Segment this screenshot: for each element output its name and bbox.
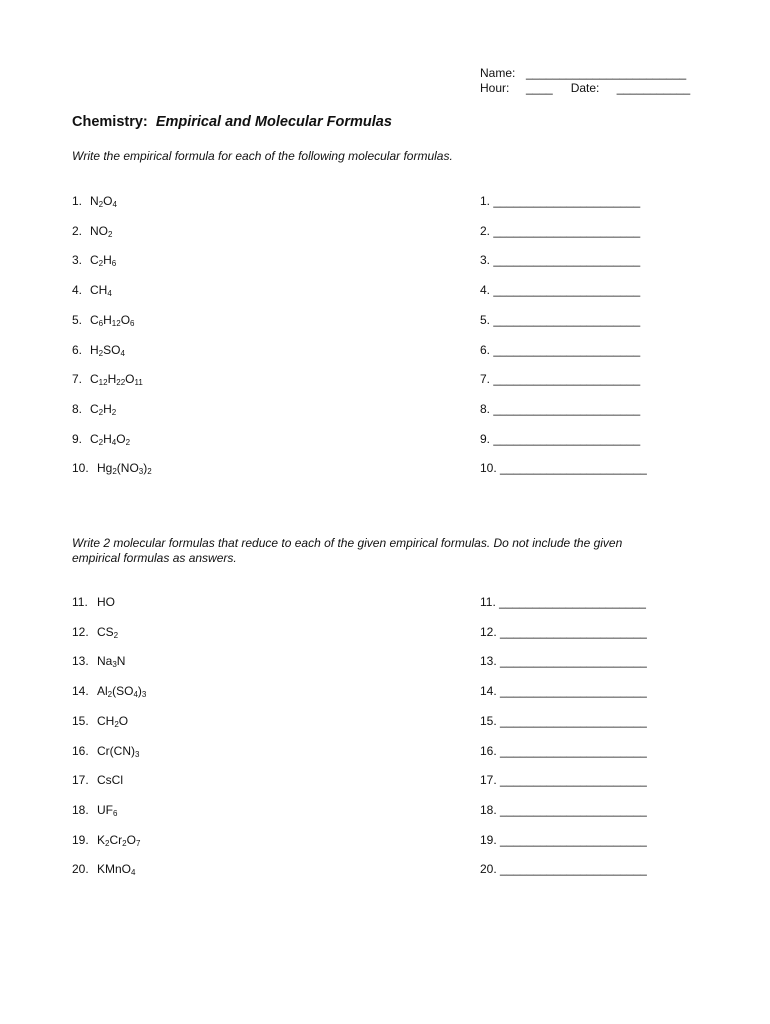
- question-item: [72, 313, 135, 327]
- formula-subscript: 2: [111, 407, 117, 417]
- formula-text: C: [90, 431, 99, 446]
- formula-subscript: 4: [131, 868, 136, 878]
- formula-subscript: 2: [108, 229, 113, 239]
- answer-blank[interactable]: ______________________: [493, 342, 641, 357]
- answer-line[interactable]: [480, 625, 647, 639]
- formula-text: H: [107, 372, 117, 387]
- formula-text: Cr: [109, 832, 123, 847]
- answer-blank[interactable]: ______________________: [500, 684, 647, 699]
- answer-number: 15.: [480, 713, 497, 728]
- chemical-formula: [97, 803, 117, 817]
- chemical-formula: [97, 461, 152, 475]
- question-item: [72, 283, 112, 297]
- formula-subscript: 2: [107, 690, 113, 700]
- formula-text: KMnO: [97, 862, 132, 877]
- answer-number: 16.: [480, 743, 497, 758]
- answer-line[interactable]: [480, 654, 647, 668]
- answer-blank[interactable]: ______________________: [500, 743, 647, 758]
- answer-line[interactable]: [480, 313, 640, 327]
- title-main: Empirical and Molecular Formulas: [155, 114, 392, 130]
- answer-number: 6.: [480, 342, 491, 357]
- answer-blank[interactable]: ______________________: [500, 654, 647, 669]
- answer-blank[interactable]: ______________________: [500, 461, 647, 476]
- answer-number: 4.: [480, 283, 491, 298]
- answer-number: 17.: [480, 773, 497, 788]
- name-label: Name:: [480, 66, 516, 80]
- formula-subscript: 3: [112, 660, 117, 670]
- answer-number: 14.: [480, 684, 497, 699]
- formula-subscript: 2: [125, 437, 131, 447]
- answer-line[interactable]: [480, 714, 647, 728]
- answer-line[interactable]: [480, 744, 647, 758]
- question-number: 3.: [72, 253, 83, 268]
- answer-blank[interactable]: ______________________: [493, 312, 641, 327]
- formula-subscript: 2: [114, 719, 119, 729]
- formula-text: N: [116, 654, 126, 669]
- formula-subscript: 4: [120, 348, 125, 358]
- chemical-formula: [90, 194, 117, 208]
- answer-blank[interactable]: ______________________: [493, 283, 641, 298]
- question-item: [72, 625, 118, 639]
- formula-subscript: 6: [113, 808, 118, 818]
- formula-text: O: [118, 713, 129, 728]
- answer-line[interactable]: [480, 461, 647, 475]
- date-label: Date:: [570, 81, 600, 95]
- formula-text: Cr(CN): [97, 743, 135, 758]
- answer-blank[interactable]: ______________________: [493, 372, 641, 387]
- answer-blank[interactable]: ______________________: [499, 595, 646, 609]
- formula-text: CH: [97, 713, 115, 728]
- question-number: 4.: [72, 283, 83, 298]
- question-number: 19.: [72, 832, 89, 847]
- formula-text: O: [103, 194, 113, 208]
- formula-text: CS: [97, 624, 114, 639]
- page-title: [72, 114, 392, 130]
- formula-text: SO: [103, 342, 121, 357]
- question-item: [72, 461, 152, 475]
- formula-text: H: [103, 401, 112, 416]
- hour-label: Hour:: [480, 81, 510, 95]
- formula-text: (NO: [116, 461, 139, 476]
- formula-text: CsCl: [97, 773, 123, 788]
- formula-text: H: [103, 312, 112, 327]
- question-item: [72, 744, 139, 758]
- answer-number: 18.: [480, 802, 497, 817]
- formula-text: O: [126, 832, 136, 847]
- answer-line[interactable]: [480, 684, 647, 698]
- question-number: 5.: [72, 312, 83, 327]
- formula-text: CH: [90, 283, 108, 298]
- chemical-formula: [97, 684, 146, 698]
- question-item: [72, 654, 125, 668]
- formula-subscript: 4: [133, 690, 138, 700]
- answer-number: 11.: [480, 595, 496, 609]
- chemical-formula: [97, 654, 125, 668]
- question-number: 14.: [72, 684, 89, 699]
- formula-subscript: 12: [111, 318, 121, 328]
- question-item: [72, 862, 135, 876]
- formula-subscript: 2: [122, 838, 127, 848]
- chemical-formula: [90, 313, 135, 327]
- answer-number: 20.: [480, 862, 497, 877]
- chemical-formula: [97, 833, 140, 847]
- formula-subscript: 4: [112, 200, 117, 209]
- formula-subscript: 6: [98, 318, 104, 328]
- section2-instruction: Write 2 molecular formulas that reduce to each of the given empirical formulas. Do not include the given empirical formulas as answers.: [72, 536, 623, 565]
- answer-blank[interactable]: ______________________: [493, 253, 641, 268]
- question-number: 20.: [72, 862, 89, 877]
- formula-subscript: 22: [116, 378, 126, 388]
- answer-line[interactable]: [480, 372, 640, 386]
- formula-text: H: [103, 253, 112, 268]
- formula-text: H: [90, 342, 99, 357]
- chemical-formula: [97, 625, 118, 639]
- answer-line[interactable]: [480, 253, 640, 267]
- question-number: 13.: [72, 654, 89, 669]
- formula-text: ): [143, 461, 148, 476]
- formula-subscript: 6: [130, 318, 135, 328]
- formula-text: Na: [97, 654, 113, 669]
- formula-subscript: 2: [98, 407, 104, 417]
- answer-blank[interactable]: ______________________: [493, 223, 641, 238]
- question-item: [72, 684, 146, 698]
- formula-subscript: 3: [135, 749, 140, 759]
- formula-text: C: [90, 401, 99, 416]
- answer-blank[interactable]: ______________________: [493, 401, 641, 416]
- chemical-formula: [90, 283, 112, 297]
- chemical-formula: [90, 253, 116, 267]
- formula-subscript: 2: [112, 467, 117, 477]
- question-number: 1.: [72, 194, 83, 208]
- question-item: [72, 773, 123, 787]
- question-item: [72, 253, 116, 267]
- answer-number: 10.: [480, 461, 497, 476]
- chemical-formula: [90, 372, 143, 386]
- formula-subscript: 2: [98, 348, 104, 358]
- answer-number: 7.: [480, 372, 491, 387]
- formula-subscript: 7: [135, 838, 141, 848]
- question-item: [72, 402, 116, 416]
- formula-subscript: 2: [98, 259, 104, 269]
- formula-text: H: [103, 431, 112, 446]
- question-number: 18.: [72, 802, 89, 817]
- formula-text: K: [97, 832, 106, 847]
- question-item: [72, 833, 140, 847]
- question-number: 7.: [72, 372, 83, 387]
- answer-line[interactable]: [480, 595, 646, 609]
- answer-blank[interactable]: ______________________: [500, 624, 647, 639]
- question-item: [72, 432, 130, 446]
- formula-subscript: 3: [141, 690, 147, 700]
- question-item: [72, 343, 125, 357]
- chemical-formula: [90, 224, 112, 238]
- answer-blank[interactable]: ______________________: [500, 802, 647, 817]
- name-blank: ________________________: [526, 66, 687, 80]
- formula-text: HO: [97, 595, 115, 609]
- formula-text: N: [90, 194, 99, 208]
- question-item: [72, 714, 128, 728]
- answer-line[interactable]: [480, 773, 647, 787]
- question-number: 6.: [72, 342, 83, 357]
- question-number: 12.: [72, 624, 89, 639]
- chemical-formula: [90, 402, 116, 416]
- answer-blank[interactable]: ______________________: [500, 832, 647, 847]
- hour-date-row: [480, 81, 690, 96]
- answer-line[interactable]: [480, 224, 640, 238]
- question-item: [72, 372, 143, 386]
- answer-line[interactable]: [480, 283, 640, 297]
- question-item: [72, 803, 117, 817]
- question-item: [72, 224, 112, 238]
- answer-number: 12.: [480, 624, 497, 639]
- chemical-formula: [97, 714, 128, 728]
- formula-text: O: [125, 372, 135, 387]
- formula-text: NO: [90, 223, 108, 238]
- chemical-formula: [97, 595, 115, 609]
- formula-subscript: 4: [111, 437, 117, 447]
- question-number: 2.: [72, 223, 83, 238]
- formula-text: (SO: [112, 684, 134, 699]
- formula-subscript: 2: [98, 200, 104, 209]
- formula-subscript: 2: [113, 630, 119, 640]
- chemical-formula: [90, 343, 125, 357]
- question-item: [72, 595, 115, 609]
- formula-text: C: [90, 372, 99, 387]
- answer-line[interactable]: [480, 432, 640, 446]
- chemical-formula: [90, 432, 130, 446]
- date-blank: ___________: [616, 81, 691, 95]
- formula-subscript: 2: [147, 467, 152, 477]
- answer-number: 19.: [480, 832, 497, 847]
- answer-line[interactable]: [480, 803, 647, 817]
- answer-number: 1.: [480, 194, 491, 208]
- question-number: 9.: [72, 431, 83, 446]
- chemical-formula: [97, 744, 139, 758]
- answer-blank[interactable]: ______________________: [500, 773, 647, 788]
- formula-text: C: [90, 312, 99, 327]
- answer-number: 5.: [480, 312, 491, 327]
- answer-blank[interactable]: ______________________: [493, 431, 641, 446]
- answer-number: 3.: [480, 253, 491, 268]
- formula-text: O: [116, 431, 126, 446]
- formula-text: UF: [97, 802, 113, 817]
- question-number: 11.: [72, 595, 88, 609]
- question-number: 16.: [72, 743, 89, 758]
- answer-blank[interactable]: ______________________: [493, 194, 641, 208]
- name-row: [480, 66, 690, 81]
- question-number: 15.: [72, 713, 89, 728]
- question-number: 10.: [72, 461, 89, 476]
- answer-blank[interactable]: ______________________: [500, 862, 647, 877]
- answer-number: 13.: [480, 654, 497, 669]
- answer-number: 9.: [480, 431, 491, 446]
- question-number: 17.: [72, 773, 89, 788]
- title-prefix: Chemistry:: [72, 114, 148, 130]
- formula-text: ): [137, 684, 142, 699]
- answer-line[interactable]: [480, 402, 640, 416]
- section1-instruction: Write the empirical formula for each of the following molecular formulas.: [72, 149, 453, 163]
- answer-line[interactable]: [480, 343, 640, 357]
- answer-line[interactable]: [480, 833, 647, 847]
- answer-line[interactable]: [480, 862, 647, 876]
- formula-subscript: 11: [134, 378, 143, 388]
- question-number: 8.: [72, 401, 83, 416]
- formula-text: Al: [97, 684, 108, 699]
- formula-subscript: 2: [105, 838, 110, 848]
- answer-number: 8.: [480, 401, 491, 416]
- hour-blank: ____: [526, 81, 553, 95]
- answer-blank[interactable]: ______________________: [500, 713, 647, 728]
- chemical-formula: [97, 773, 123, 787]
- formula-subscript: 3: [138, 467, 144, 477]
- formula-text: O: [120, 312, 131, 327]
- formula-text: Hg: [97, 461, 113, 476]
- answer-number: 2.: [480, 223, 491, 238]
- question-item: [72, 194, 117, 208]
- formula-subscript: 6: [111, 259, 117, 269]
- chemical-formula: [97, 862, 135, 876]
- formula-subscript: 2: [98, 437, 104, 447]
- formula-subscript: 12: [98, 378, 108, 388]
- formula-text: C: [90, 253, 99, 268]
- student-info-block: [480, 66, 690, 96]
- answer-line[interactable]: [480, 194, 640, 208]
- formula-subscript: 4: [107, 289, 112, 299]
